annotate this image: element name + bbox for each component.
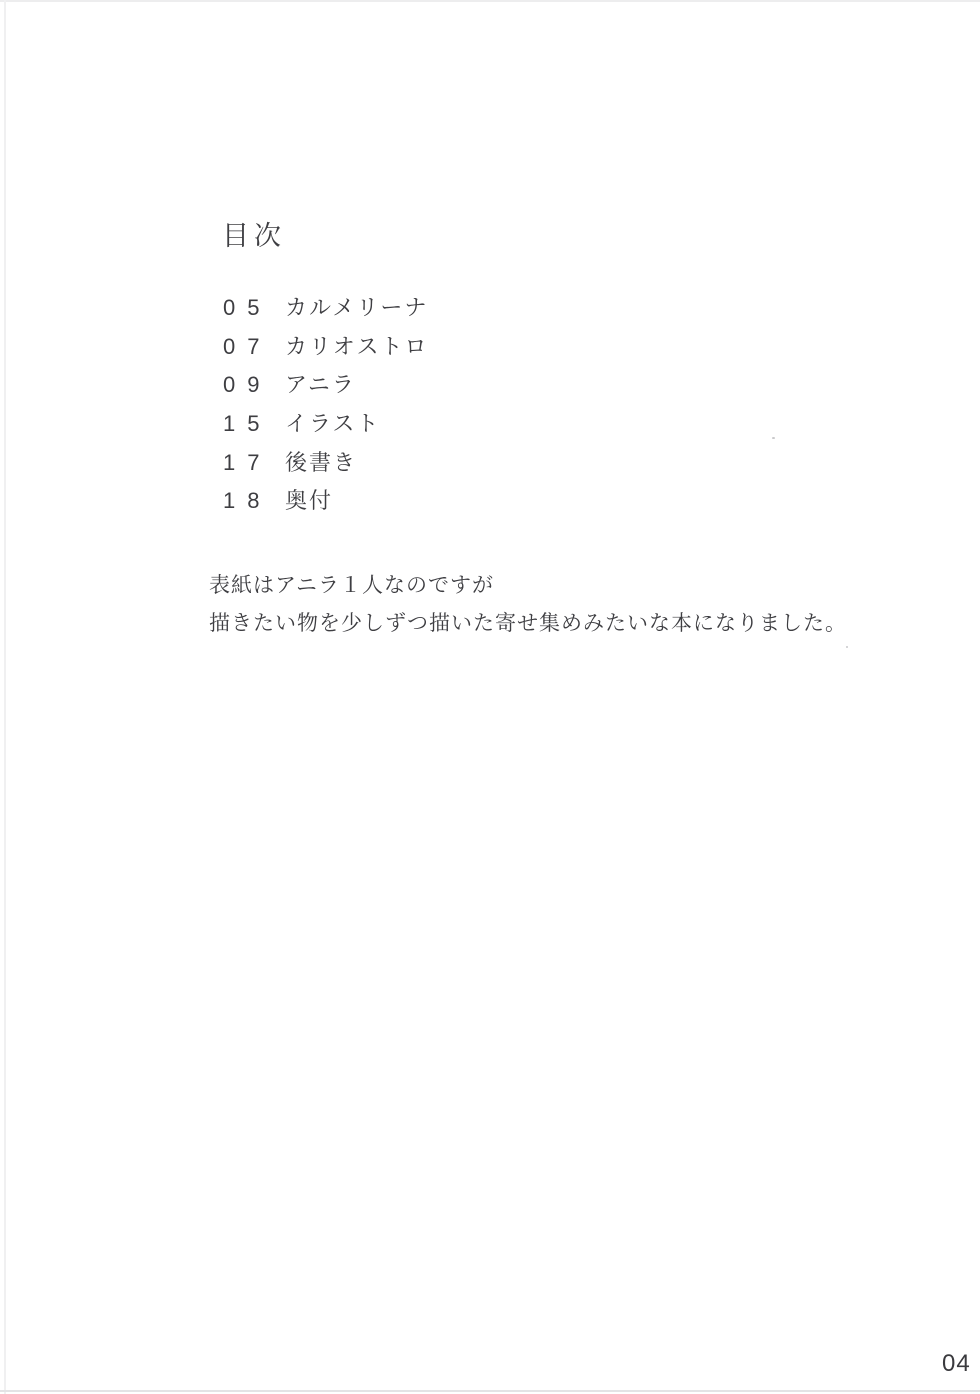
toc-entry xyxy=(223,291,429,330)
toc-entry-page-number: 15 xyxy=(223,411,272,437)
scan-edge-left xyxy=(4,0,6,1394)
toc-entry-page-number: 18 xyxy=(223,488,272,514)
toc-entry-label: 後書き xyxy=(285,449,358,475)
table-of-contents xyxy=(223,291,429,523)
author-note-line-1: 表紙はアニラ１人なのですが xyxy=(209,574,494,597)
toc-entry-label: アニラ xyxy=(285,372,356,398)
toc-entry xyxy=(223,407,429,446)
scan-dust-speck xyxy=(772,437,775,439)
author-note xyxy=(209,567,847,642)
toc-entry-page-number: 05 xyxy=(223,295,272,320)
author-note-line-2: 描きたい物を少しずつ描いた寄せ集めみたいな本になりました。 xyxy=(209,611,847,635)
toc-entry xyxy=(223,484,429,523)
toc-entry-page-number: 07 xyxy=(223,333,272,359)
toc-entry-page-number: 09 xyxy=(223,372,272,398)
page-number: 04 xyxy=(942,1350,971,1377)
page-title: 目次 xyxy=(222,221,286,251)
toc-entry xyxy=(223,446,429,485)
scan-dust-speck xyxy=(846,646,848,648)
toc-entry-label: 奥付 xyxy=(285,488,334,514)
toc-entry xyxy=(223,368,429,407)
toc-entry-page-number: 17 xyxy=(223,449,272,475)
toc-entry-label: カルメリーナ xyxy=(285,295,429,320)
scan-edge-top xyxy=(0,0,980,2)
toc-entry xyxy=(223,330,429,369)
toc-entry-label: カリオストロ xyxy=(285,333,429,359)
toc-entry-label: イラスト xyxy=(285,411,381,437)
scan-edge-bottom xyxy=(0,1390,980,1392)
